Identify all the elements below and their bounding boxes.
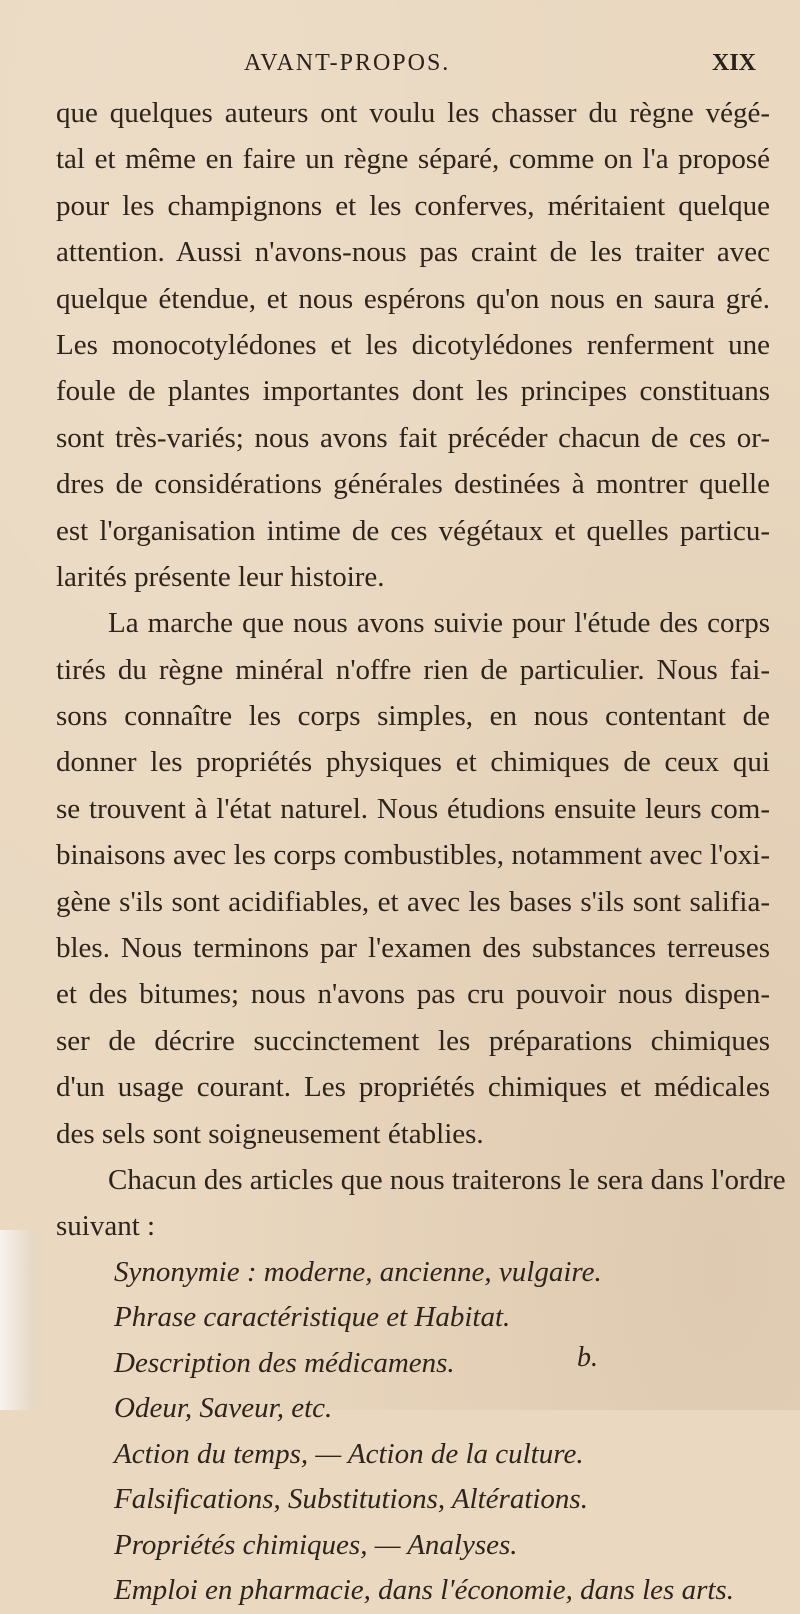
text-line: pour les champignons et les conferves, méritaient quelque <box>56 189 770 222</box>
text-line: donner les propriétés physiques et chimiques de ceux qui <box>56 746 770 779</box>
list-item: Falsifications, Substitutions, Altérations. <box>114 1483 588 1516</box>
text-line: se trouvent à l'état naturel. Nous étudions ensuite leurs com- <box>56 792 770 825</box>
page-number: XIX <box>712 50 757 76</box>
text-line: d'un usage courant. Les propriétés chimiques et médicales <box>56 1071 770 1104</box>
text-line: suivant : <box>56 1210 156 1243</box>
text-line: des sels sont soigneusement établies. <box>56 1117 484 1150</box>
signature-mark: b. <box>577 1342 598 1373</box>
text-line: dres de considérations générales destinées à montrer quelle <box>56 468 770 501</box>
list-item: Description des médicamens. <box>114 1346 455 1379</box>
text-line: sont très-variés; nous avons fait précéder chacun de ces or- <box>56 421 770 454</box>
text-line: larités présente leur histoire. <box>56 560 385 593</box>
text-line: bles. Nous terminons par l'examen des substances terreuses <box>56 932 770 965</box>
text-line: sons connaître les corps simples, en nous contentant de <box>56 700 770 733</box>
text-line: est l'organisation intime de ces végétaux et quelles particu- <box>56 514 770 547</box>
text-line: La marche que nous avons suivie pour l'étude des corps <box>108 607 770 640</box>
text-line: Chacun des articles que nous traiterons le sera dans l'ordre <box>108 1163 786 1196</box>
text-line: binaisons avec les corps combustibles, notamment avec l'oxi- <box>56 839 770 872</box>
list-item: Propriétés chimiques, — Analyses. <box>114 1528 518 1561</box>
text-line: ser de décrire succinctement les préparations chimiques <box>56 1024 770 1057</box>
page-edge <box>0 1230 46 1410</box>
text-line: attention. Aussi n'avons-nous pas craint de les traiter avec <box>56 236 770 269</box>
text-line: foule de plantes importantes dont les principes constituans <box>56 375 770 408</box>
list-item: Phrase caractéristique et Habitat. <box>114 1301 511 1334</box>
text-line: que quelques auteurs ont voulu les chasser du règne végé- <box>56 97 770 129</box>
running-head <box>0 50 800 90</box>
section-title: AVANT-PROPOS. <box>244 50 451 76</box>
list-item: Synonymie : moderne, ancienne, vulgaire. <box>114 1255 602 1288</box>
list-item: Action du temps, — Action de la culture. <box>114 1437 584 1470</box>
list-item: Odeur, Saveur, etc. <box>114 1392 333 1425</box>
text-line: gène s'ils sont acidifiables, et avec les bases s'ils sont salifia- <box>56 885 770 918</box>
text-line: tirés du règne minéral n'offre rien de particulier. Nous fai- <box>56 653 770 686</box>
text-line: quelque étendue, et nous espérons qu'on nous en saura gré. <box>56 282 770 315</box>
text-line: Les monocotylédones et les dicotylédones renferment une <box>56 328 770 361</box>
text-line: et des bitumes; nous n'avons pas cru pouvoir nous dispen- <box>56 978 770 1011</box>
text-line: tal et même en faire un règne séparé, comme on l'a proposé <box>56 143 770 176</box>
list-item: Emploi en pharmacie, dans l'économie, dans les arts. <box>114 1574 734 1607</box>
body-text <box>56 90 786 1614</box>
